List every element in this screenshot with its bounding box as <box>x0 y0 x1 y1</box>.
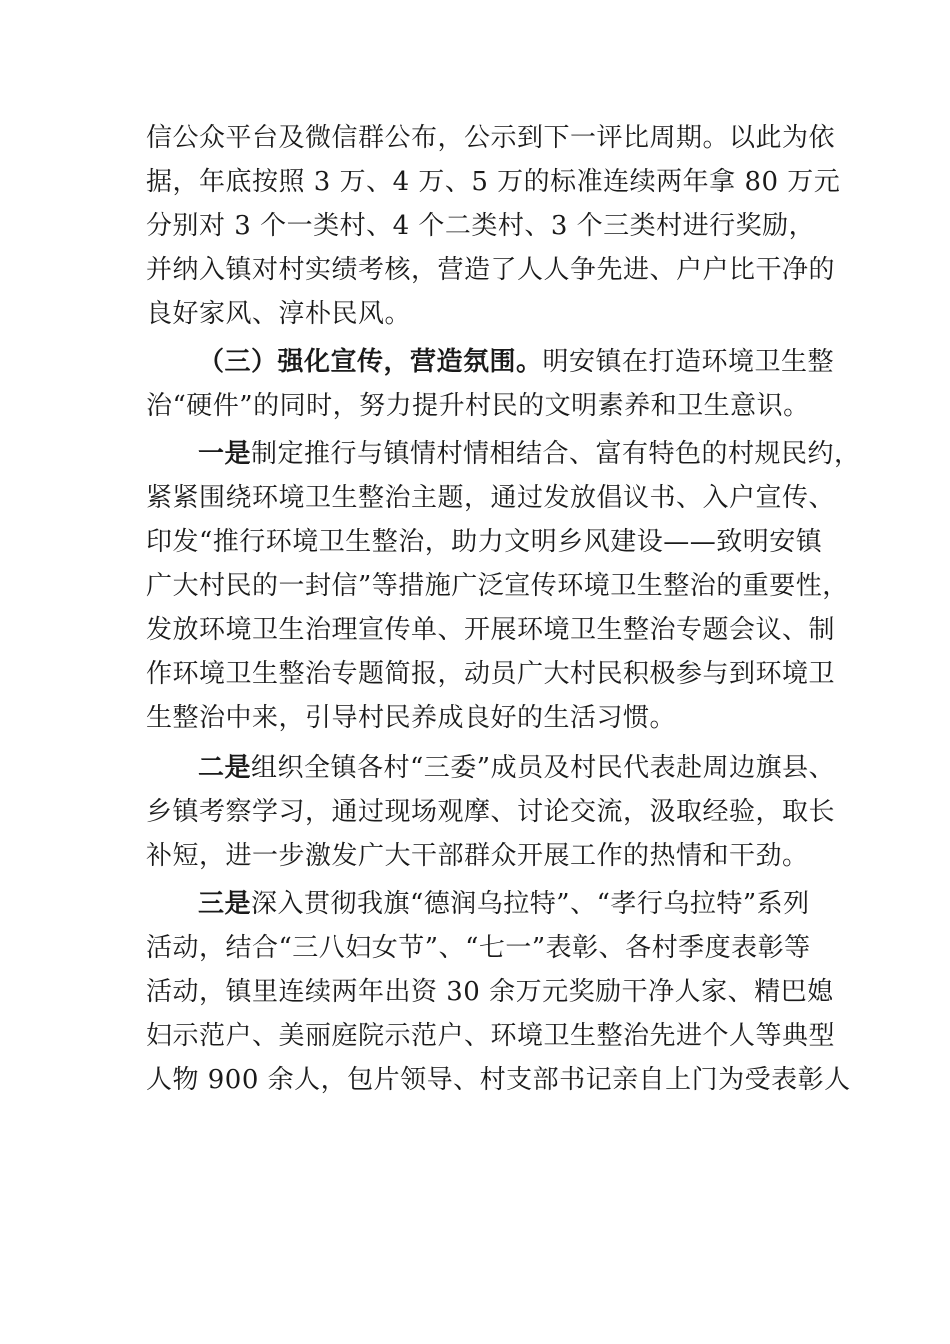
text-line: 广大村民的一封信”等措施广泛宣传环境卫生整治的重要性， <box>146 571 849 601</box>
text-run: 明安镇在打造环境卫生整 <box>542 347 835 377</box>
paragraph-point-two <box>146 746 836 878</box>
text-run: 组织全镇各村“三委”成员及村民代表赴周边旗县、 <box>251 753 836 783</box>
text-line <box>146 432 861 476</box>
text-line <box>146 340 835 384</box>
paragraph-point-three <box>146 882 851 1102</box>
point-lead: 三是 <box>198 889 252 919</box>
text-line <box>146 746 836 790</box>
point-lead: 一是 <box>198 439 252 469</box>
text-line <box>146 882 816 926</box>
text-line: 活动，镇里连续两年出资 30 余万元奖励干净人家、精巴媳 <box>146 977 834 1007</box>
text-line: 生整治中来，引导村民养成良好的生活习惯。 <box>146 703 677 733</box>
section-heading: （三）强化宣传，营造氛围。 <box>198 347 543 377</box>
text-line: 良好家风、淳朴民风。 <box>146 299 412 329</box>
text-line: 作环境卫生整治专题简报，动员广大村民积极参与到环境卫 <box>146 659 836 689</box>
text-line: 信公众平台及微信群公布，公示到下一评比周期。以此为依 <box>146 123 836 153</box>
text-line: 发放环境卫生治理宣传单、开展环境卫生整治专题会议、制 <box>146 615 836 645</box>
text-line: 印发“推行环境卫生整治，助力文明乡风建设——致明安镇 <box>146 527 823 557</box>
text-line: 据，年底按照 3 万、4 万、5 万的标准连续两年拿 80 万元 <box>146 167 841 197</box>
text-line: 乡镇考察学习，通过现场观摩、讨论交流，汲取经验，取长 <box>146 797 836 827</box>
paragraph-point-one <box>146 432 861 740</box>
paragraph-rewards <box>146 116 841 336</box>
text-line: 紧紧围绕环境卫生整治主题，通过发放倡议书、入户宣传、 <box>146 483 836 513</box>
text-line: 补短，进一步激发广大干部群众开展工作的热情和干劲。 <box>146 841 809 871</box>
text-run: 制定推行与镇情村情相结合、富有特色的村规民约， <box>251 439 861 469</box>
text-line: 并纳入镇对村实绩考核，营造了人人争先进、户户比干净的 <box>146 255 836 285</box>
text-run: 深入贯彻我旗“德润乌拉特”、“孝行乌拉特”系列 <box>251 889 810 919</box>
text-line: 妇示范户、美丽庭院示范户、环境卫生整治先进个人等典型 <box>146 1021 836 1051</box>
paragraph-section-three <box>146 340 835 428</box>
point-lead: 二是 <box>198 753 252 783</box>
text-line: 人物 900 余人，包片领导、村支部书记亲自上门为受表彰人 <box>146 1065 851 1095</box>
text-line: 活动，结合“三八妇女节”、“七一”表彰、各村季度表彰等 <box>146 933 811 963</box>
text-line: 分别对 3 个一类村、4 个二类村、3 个三类村进行奖励， <box>146 211 816 241</box>
text-line: 治“硬件”的同时，努力提升村民的文明素养和卫生意识。 <box>146 391 810 421</box>
